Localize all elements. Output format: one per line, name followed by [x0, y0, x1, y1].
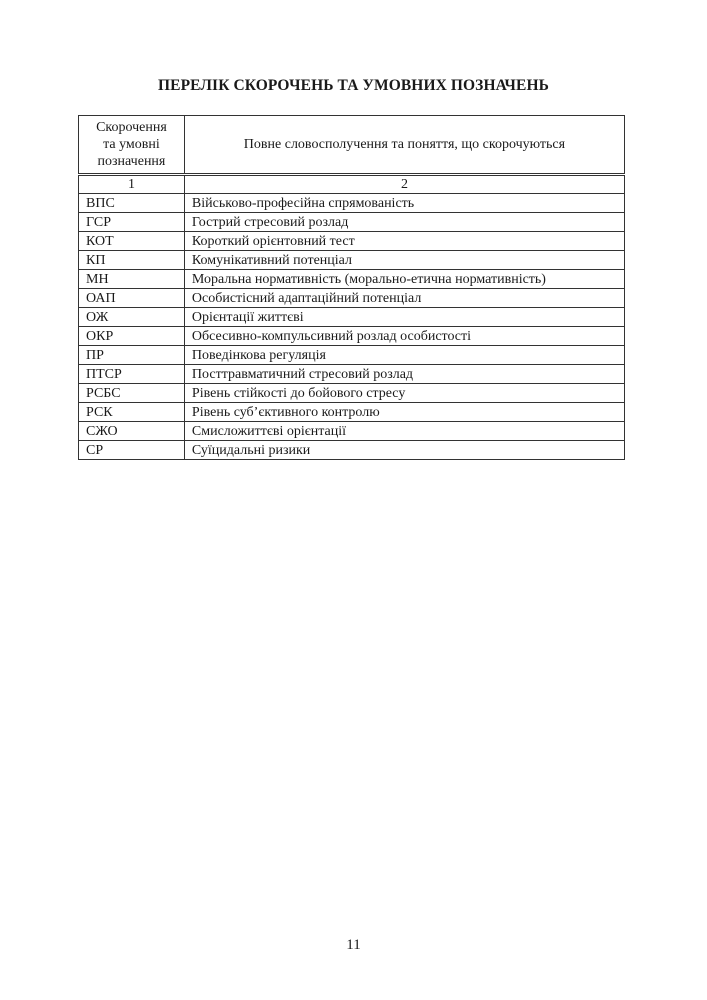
table-row: [79, 251, 625, 270]
abbreviation-cell: РСК: [79, 403, 185, 422]
table-row: [79, 232, 625, 251]
table-row: [79, 346, 625, 365]
page-number: 11: [346, 937, 361, 953]
column-number-2: 2: [184, 175, 624, 194]
full-term-cell: Посттравматичний стресовий розлад: [184, 365, 624, 384]
full-term-cell: Короткий орієнтовний тест: [184, 232, 624, 251]
table-row: [79, 270, 625, 289]
abbreviation-cell: ОЖ: [79, 308, 185, 327]
header-abbreviation: [79, 116, 185, 175]
table-row: [79, 308, 625, 327]
full-term-cell: Моральна нормативність (морально-етична нормативність): [184, 270, 624, 289]
table-row: [79, 422, 625, 441]
full-term-cell: Обсесивно-компульсивний розлад особистості: [184, 327, 624, 346]
abbreviation-cell: МН: [79, 270, 185, 289]
full-term-cell: Суїцидальні ризики: [184, 441, 624, 460]
abbreviation-cell: ГСР: [79, 213, 185, 232]
full-term-cell: Військово-професійна спрямованість: [184, 194, 624, 213]
table-row: [79, 194, 625, 213]
abbreviation-cell: ПР: [79, 346, 185, 365]
full-term-cell: Смисложиттєві орієнтації: [184, 422, 624, 441]
table-row: [79, 327, 625, 346]
abbreviation-cell: ОАП: [79, 289, 185, 308]
abbreviations-table: [78, 115, 625, 460]
full-term-cell: Особистісний адаптаційний потенціал: [184, 289, 624, 308]
table-row: [79, 289, 625, 308]
full-term-cell: Орієнтації життєві: [184, 308, 624, 327]
abbreviation-cell: РСБС: [79, 384, 185, 403]
abbreviation-cell: ПТСР: [79, 365, 185, 384]
table-row: [79, 403, 625, 422]
header-abbreviation-line3: позначення: [97, 154, 166, 169]
table-row: [79, 365, 625, 384]
table-row: [79, 384, 625, 403]
full-term-cell: Рівень стійкості до бойового стресу: [184, 384, 624, 403]
table-row: [79, 213, 625, 232]
column-number-row: [79, 175, 625, 194]
header-abbreviation-line1: Скорочення: [96, 120, 167, 135]
abbreviation-cell: СР: [79, 441, 185, 460]
header-abbreviation-line2: та умовні: [103, 137, 160, 152]
abbreviation-cell: КОТ: [79, 232, 185, 251]
abbreviation-cell: СЖО: [79, 422, 185, 441]
header-full-term: Повне словосполучення та поняття, що скорочуються: [184, 116, 624, 175]
abbreviation-cell: КП: [79, 251, 185, 270]
abbreviation-cell: ВПС: [79, 194, 185, 213]
full-term-cell: Гострий стресовий розлад: [184, 213, 624, 232]
table-row: [79, 441, 625, 460]
full-term-cell: Рівень суб’єктивного контролю: [184, 403, 624, 422]
full-term-cell: Поведінкова регуляція: [184, 346, 624, 365]
page-title: ПЕРЕЛІК СКОРОЧЕНЬ ТА УМОВНИХ ПОЗНАЧЕНЬ: [158, 77, 549, 94]
column-number-1: 1: [79, 175, 185, 194]
full-term-cell: Комунікативний потенціал: [184, 251, 624, 270]
abbreviation-cell: ОКР: [79, 327, 185, 346]
table-header-row: [79, 116, 625, 175]
